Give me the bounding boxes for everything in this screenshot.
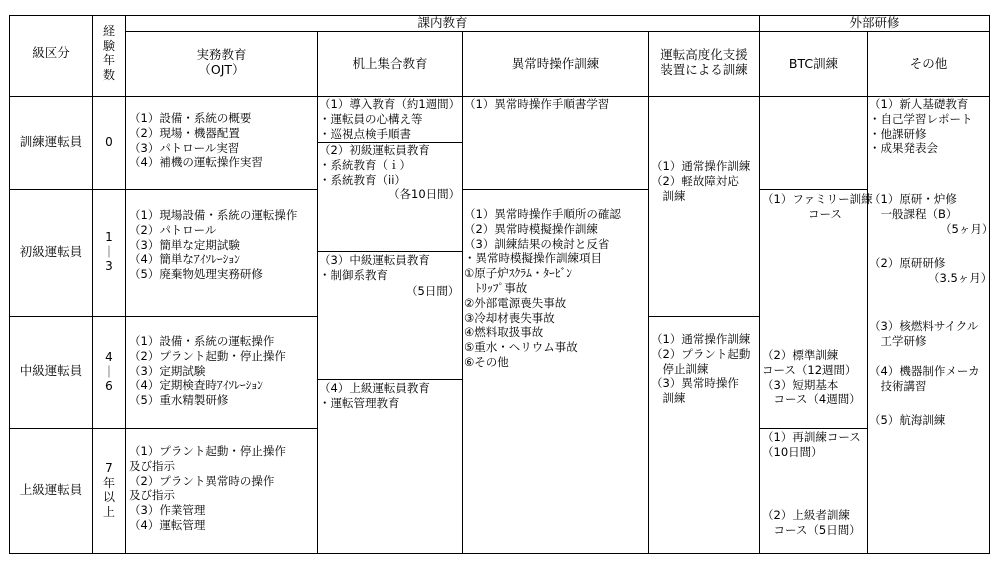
grade-junior: 初級運転員 bbox=[19, 244, 83, 259]
header-in-dept: 課内教育 bbox=[417, 15, 468, 30]
header-abnormal: 異常時操作訓練 bbox=[511, 56, 600, 71]
advanced-block-2: （1）通常操作訓練 （2）プラント起動 停止訓練 （3）異常時操作 訓練 bbox=[651, 332, 751, 406]
other-genken2-months: （3.5ヶ月） bbox=[928, 271, 993, 285]
desk-block-1: （1）導入教育（約1週間） ・運転員の心構え等 ・巡視点検手順書 bbox=[319, 97, 461, 141]
ojt-middle: （1）設備・系統の運転操作 （2）プラント起動・停止操作 （3）定期試験 （4）定期検査時ｱｲｿﾚｰｼｮﾝ （5）重水精製研修 bbox=[129, 334, 286, 408]
ojt-trainee: （1）設備・系統の概要 （2）現場・機器配置 （3）パトロール実習 （4）補機の運転操作実習 bbox=[129, 111, 263, 170]
desk-block-3-days: （5日間） bbox=[406, 284, 460, 298]
years-trainee: 0 bbox=[105, 135, 113, 149]
abnormal-block-2: （1）異常時操作手順所の確認 （2）異常時模擬操作訓練 （3）訓練結果の検討と反省 ・異常時模擬操作訓練項目 ①原子炉ｽｸﾗﾑ・ﾀｰﾋﾞﾝ ﾄﾘｯﾌﾟ事故 ②外部電源喪失事故 ③冷却材喪失事故 ④燃料取扱事故 ⑤重水・ヘリウム事故 ⑥その他 bbox=[464, 207, 621, 369]
other-fuel: （3）核燃料サイクル 工学研修 bbox=[869, 319, 979, 348]
other-genken: （1）原研・炉修 一般課程（B） bbox=[869, 192, 958, 221]
other-maker: （4）機器制作メーカ 技術講習 bbox=[869, 364, 980, 393]
desk-block-2: （2）初級運転員教育 ・系統教育（ｉ） ・系統教育（ii） bbox=[319, 143, 430, 187]
btc-senior: （2）上級者訓練 コース（5日間） bbox=[762, 508, 861, 537]
header-experience: 経 験 年 数 bbox=[102, 24, 115, 82]
header-ojt: 実務教育 （OJT） bbox=[196, 47, 247, 77]
header-btc: BTC訓練 bbox=[788, 56, 839, 71]
header-grade: 級区分 bbox=[32, 45, 70, 60]
grade-middle: 中級運転員 bbox=[19, 363, 83, 378]
years-middle: 4 ｜ 6 bbox=[102, 350, 115, 393]
header-external: 外部研修 bbox=[849, 15, 900, 30]
other-block-1: （1）新人基礎教育 ・自己学習レポート ・他課研修 ・成果発表会 bbox=[869, 97, 973, 156]
btc-family: （1）ファミリー訓練 コース bbox=[762, 192, 873, 221]
btc-standard: （2）標準訓練 コース（12週間） （3）短期基本 コース（4週間） bbox=[762, 348, 861, 407]
header-other: その他 bbox=[909, 56, 948, 71]
desk-block-3: （3）中級運転員教育 ・制御系教育 bbox=[319, 253, 430, 282]
ojt-senior: （1）プラント起動・停止操作 及び指示 （2）プラント異常時の操作 及び指示 （3）作業管理 （4）運転管理 bbox=[129, 444, 286, 532]
ojt-junior: （1）現場設備・系統の運転操作 （2）パトロール （3）簡単な定期試験 （4）簡単なｱｲｿﾚｰｼｮﾝ （5）廃棄物処理実務研修 bbox=[129, 208, 298, 282]
header-desk: 机上集合教育 bbox=[352, 56, 428, 71]
abnormal-block-1: （1）異常時操作手順書学習 bbox=[464, 97, 610, 111]
desk-block-4: （4）上級運転員教育 ・運転管理教育 bbox=[319, 381, 430, 410]
years-senior: 7 年 以 上 bbox=[102, 461, 115, 519]
grade-senior: 上級運転員 bbox=[19, 482, 83, 497]
other-genken2: （2）原研研修 bbox=[869, 256, 946, 270]
other-genken-months: （5ヶ月） bbox=[940, 222, 994, 236]
header-advanced: 運転高度化支援 装置による訓練 bbox=[660, 47, 748, 77]
desk-block-2-days: （各10日間） bbox=[388, 187, 461, 201]
grade-trainee: 訓練運転員 bbox=[19, 134, 83, 149]
other-navi: （5）航海訓練 bbox=[869, 413, 946, 427]
btc-retrain: （1）再訓練コース （10日間） bbox=[762, 430, 861, 459]
years-junior: 1 ｜ 3 bbox=[102, 230, 115, 273]
advanced-block-1: （1）通常操作訓練 （2）軽故障対応 訓練 bbox=[651, 159, 751, 203]
